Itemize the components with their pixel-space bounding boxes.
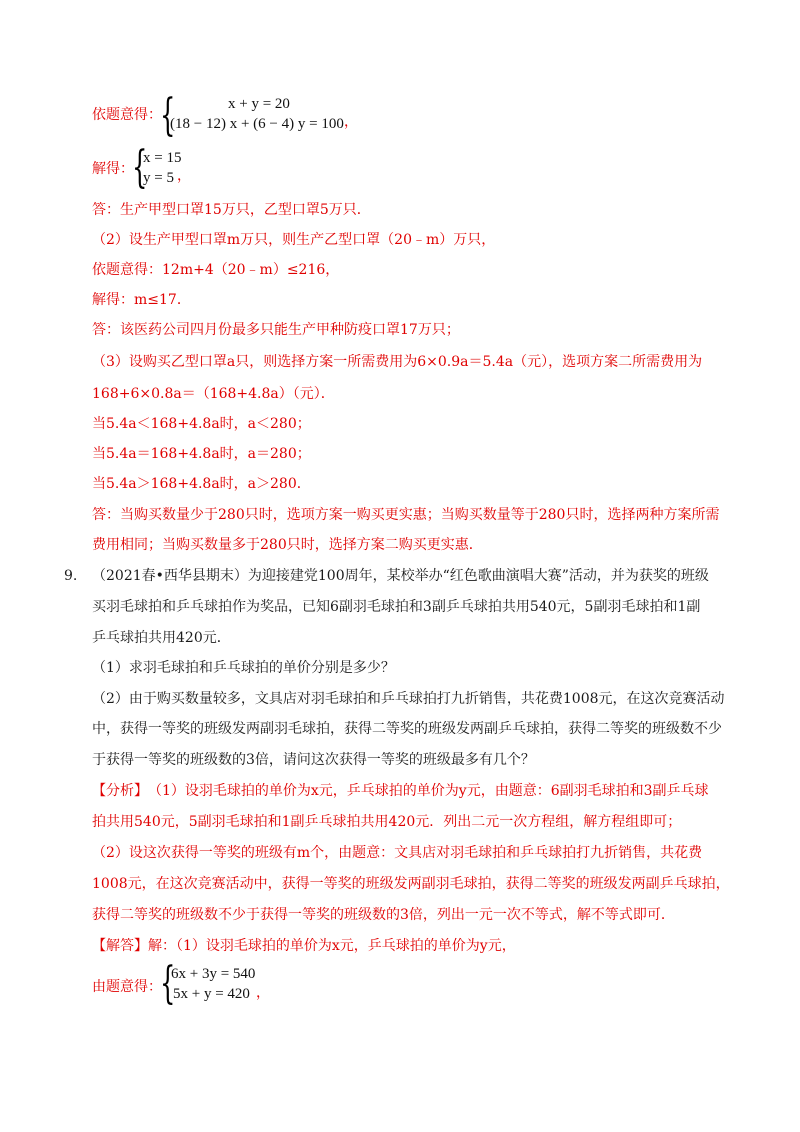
text-line: 依题意得：12m+4（20﹣m）≤216， xyxy=(92,262,340,278)
text-line: 当5.4a＞168+4.8a时，a＞280． xyxy=(92,476,311,492)
equation-2: (18 − 12) x + (6 − 4) y = 100 xyxy=(170,116,344,132)
problem-line: 于获得一等奖的班级数的3倍，请问这次获得一等奖的班级最多有几个？ xyxy=(92,752,535,768)
solution-y: y = 5 xyxy=(143,170,174,186)
left-brace: { xyxy=(160,90,176,141)
answer-line: 答：该医药公司四月份最多只能生产甲种防疫口罩17万只； xyxy=(92,322,460,338)
solution-label: 解得： xyxy=(92,161,134,177)
answer-text: 解：（1）设羽毛球拍的单价为x元，乒乓球拍的单价为y元， xyxy=(148,938,516,954)
left-brace: { xyxy=(160,958,176,1009)
text-line: （3）设购买乙型口罩a只，则选择方案一所需费用为6×0.9a＝5.4a（元），选项方案二所需费用为 xyxy=(92,354,703,370)
problem-line: （2021春•西华县期末）为迎接建党100周年，某校举办“红色歌曲演唱大赛”活动，并为获奖的班级 xyxy=(92,568,709,584)
system-label: 依题意得： xyxy=(92,107,162,123)
analysis-tag: 【分析】 xyxy=(92,783,148,799)
text-line: 当5.4a＜168+4.8a时，a＜280； xyxy=(92,416,311,432)
answer-line: 答：生产甲型口罩15万只，乙型口罩5万只． xyxy=(92,202,371,218)
problem-line: 乒乓球拍共用420元． xyxy=(92,630,231,646)
equation-1: 6x + 3y = 540 xyxy=(171,966,256,982)
answer-tag: 【解答】 xyxy=(92,938,148,954)
problem-line: 中，获得一等奖的班级发两副羽毛球拍，获得二等奖的班级发两副乒乓球拍，获得二等奖的班级数不少 xyxy=(92,721,722,737)
analysis-line: （2）设这次获得一等奖的班级有m个，由题意：文具店对羽毛球拍和乒乓球拍打九折销售，共花费 xyxy=(92,845,703,861)
system-label: 由题意得： xyxy=(92,979,162,995)
problem-number: 9. xyxy=(64,568,78,584)
problem-line: （2）由于购买数量较多，文具店对羽毛球拍和乒乓球拍打九折销售，共花费1008元，在这次竞赛活动 xyxy=(92,691,725,707)
analysis-line: （1）设羽毛球拍的单价为x元，乒乓球拍的单价为y元，由题意：6副羽毛球拍和3副乒乓球 xyxy=(148,783,709,799)
answer-line: 答：当购买数量少于280只时，选项方案一购买更实惠；当购买数量等于280只时，选择两种方案所需 xyxy=(92,507,720,523)
left-brace: { xyxy=(132,142,148,193)
analysis-line: 拍共用540元，5副羽毛球拍和1副乒乓球拍共用420元．列出二元一次方程组，解方程组即可； xyxy=(92,814,682,830)
text-line: 解得：m≤17． xyxy=(92,292,191,308)
text-line: 168+6×0.8a＝（168+4.8a）（元）． xyxy=(92,386,335,402)
comma: ， xyxy=(177,168,191,184)
equation-2: 5x + y = 420 xyxy=(173,986,250,1002)
comma: ， xyxy=(344,114,358,130)
text-line: （2）设生产甲型口罩m万只，则生产乙型口罩（20﹣m）万只， xyxy=(92,232,496,248)
answer-line: 费用相同；当购买数量多于280只时，选择方案二购买更实惠． xyxy=(92,537,483,553)
problem-line: 买羽毛球拍和乒乓球拍作为奖品，已知6副羽毛球拍和3副乒乓球拍共用540元，5副羽毛球拍和1副 xyxy=(92,599,701,615)
text-line: 当5.4a＝168+4.8a时，a＝280； xyxy=(92,446,311,462)
analysis-line: 获得二等奖的班级数不少于获得一等奖的班级数的3倍，列出一元一次不等式，解不等式即可． xyxy=(92,907,675,923)
analysis-line: 1008元，在这次竞赛活动中，获得一等奖的班级发两副羽毛球拍，获得二等奖的班级发两副乒乓球拍， xyxy=(92,876,730,892)
solution-x: x = 15 xyxy=(143,150,182,166)
problem-line: （1）求羽毛球拍和乒乓球拍的单价分别是多少？ xyxy=(92,660,395,676)
equation-1: x + y = 20 xyxy=(228,96,290,112)
comma: ， xyxy=(256,985,270,1001)
